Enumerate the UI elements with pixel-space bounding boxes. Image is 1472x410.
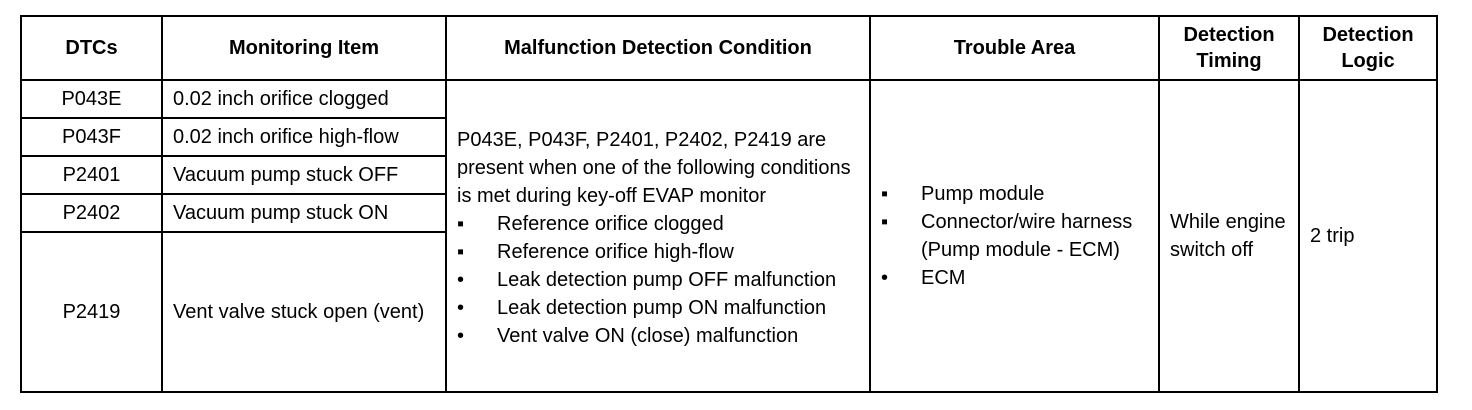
condition-item <box>457 238 859 266</box>
dtc-code-cell: P043F <box>21 118 162 156</box>
header-detection-timing: Detection Timing <box>1159 16 1299 80</box>
monitoring-item-cell: Vacuum pump stuck ON <box>162 194 446 232</box>
header-row <box>21 16 1437 80</box>
dtc-code-cell: P2401 <box>21 156 162 194</box>
header-dtcs: DTCs <box>21 16 162 80</box>
condition-text: Leak detection pump OFF malfunction <box>497 268 837 291</box>
round-bullet-icon: • <box>457 268 465 291</box>
trouble-area-text: ECM <box>921 267 966 289</box>
condition-item <box>457 322 859 350</box>
trouble-area-text: Pump module <box>921 183 1045 205</box>
dtc-table <box>20 15 1438 393</box>
round-bullet-icon: • <box>457 296 465 319</box>
dtc-table-wrapper <box>20 15 1438 393</box>
square-bullet-icon: ▪ <box>457 212 465 235</box>
square-bullet-icon: ▪ <box>457 240 465 263</box>
dtc-code-cell: P043E <box>21 80 162 118</box>
monitoring-item-cell: 0.02 inch orifice high-flow <box>162 118 446 156</box>
condition-item <box>457 266 859 294</box>
trouble-area-cell <box>870 80 1159 392</box>
condition-item <box>457 294 859 322</box>
table-row <box>21 80 1437 118</box>
condition-text: Reference orifice clogged <box>497 212 724 235</box>
condition-text: Leak detection pump ON malfunction <box>497 296 827 319</box>
detection-logic-cell: 2 trip <box>1299 80 1437 392</box>
trouble-area-item <box>881 208 1148 264</box>
square-bullet-icon: ▪ <box>881 211 889 233</box>
condition-text: Vent valve ON (close) malfunction <box>497 324 799 347</box>
condition-text: Reference orifice high-flow <box>497 240 734 263</box>
header-malfunction-detection-condition: Malfunction Detection Condition <box>446 16 870 80</box>
header-trouble-area: Trouble Area <box>870 16 1159 80</box>
trouble-area-list <box>881 180 1148 292</box>
dtc-code-cell: P2402 <box>21 194 162 232</box>
malfunction-condition-cell <box>446 80 870 392</box>
trouble-area-text: Connector/wire harness (Pump module - ECM) <box>921 211 1133 261</box>
trouble-area-item <box>881 180 1148 208</box>
monitoring-item-cell: 0.02 inch orifice clogged <box>162 80 446 118</box>
round-bullet-icon: • <box>881 267 889 289</box>
monitoring-item-cell: Vacuum pump stuck OFF <box>162 156 446 194</box>
trouble-area-item <box>881 264 1148 292</box>
dtc-code-cell: P2419 <box>21 232 162 392</box>
detection-timing-cell: While engine switch off <box>1159 80 1299 392</box>
condition-intro: P043E, P043F, P2401, P2402, P2419 are present when one of the following conditions is met during key-off EVAP monitor <box>457 128 851 207</box>
condition-list <box>457 210 859 350</box>
round-bullet-icon: • <box>457 324 465 347</box>
header-detection-logic: Detection Logic <box>1299 16 1437 80</box>
square-bullet-icon: ▪ <box>881 183 889 205</box>
header-monitoring-item: Monitoring Item <box>162 16 446 80</box>
condition-item <box>457 210 859 238</box>
monitoring-item-cell: Vent valve stuck open (vent) <box>162 232 446 392</box>
